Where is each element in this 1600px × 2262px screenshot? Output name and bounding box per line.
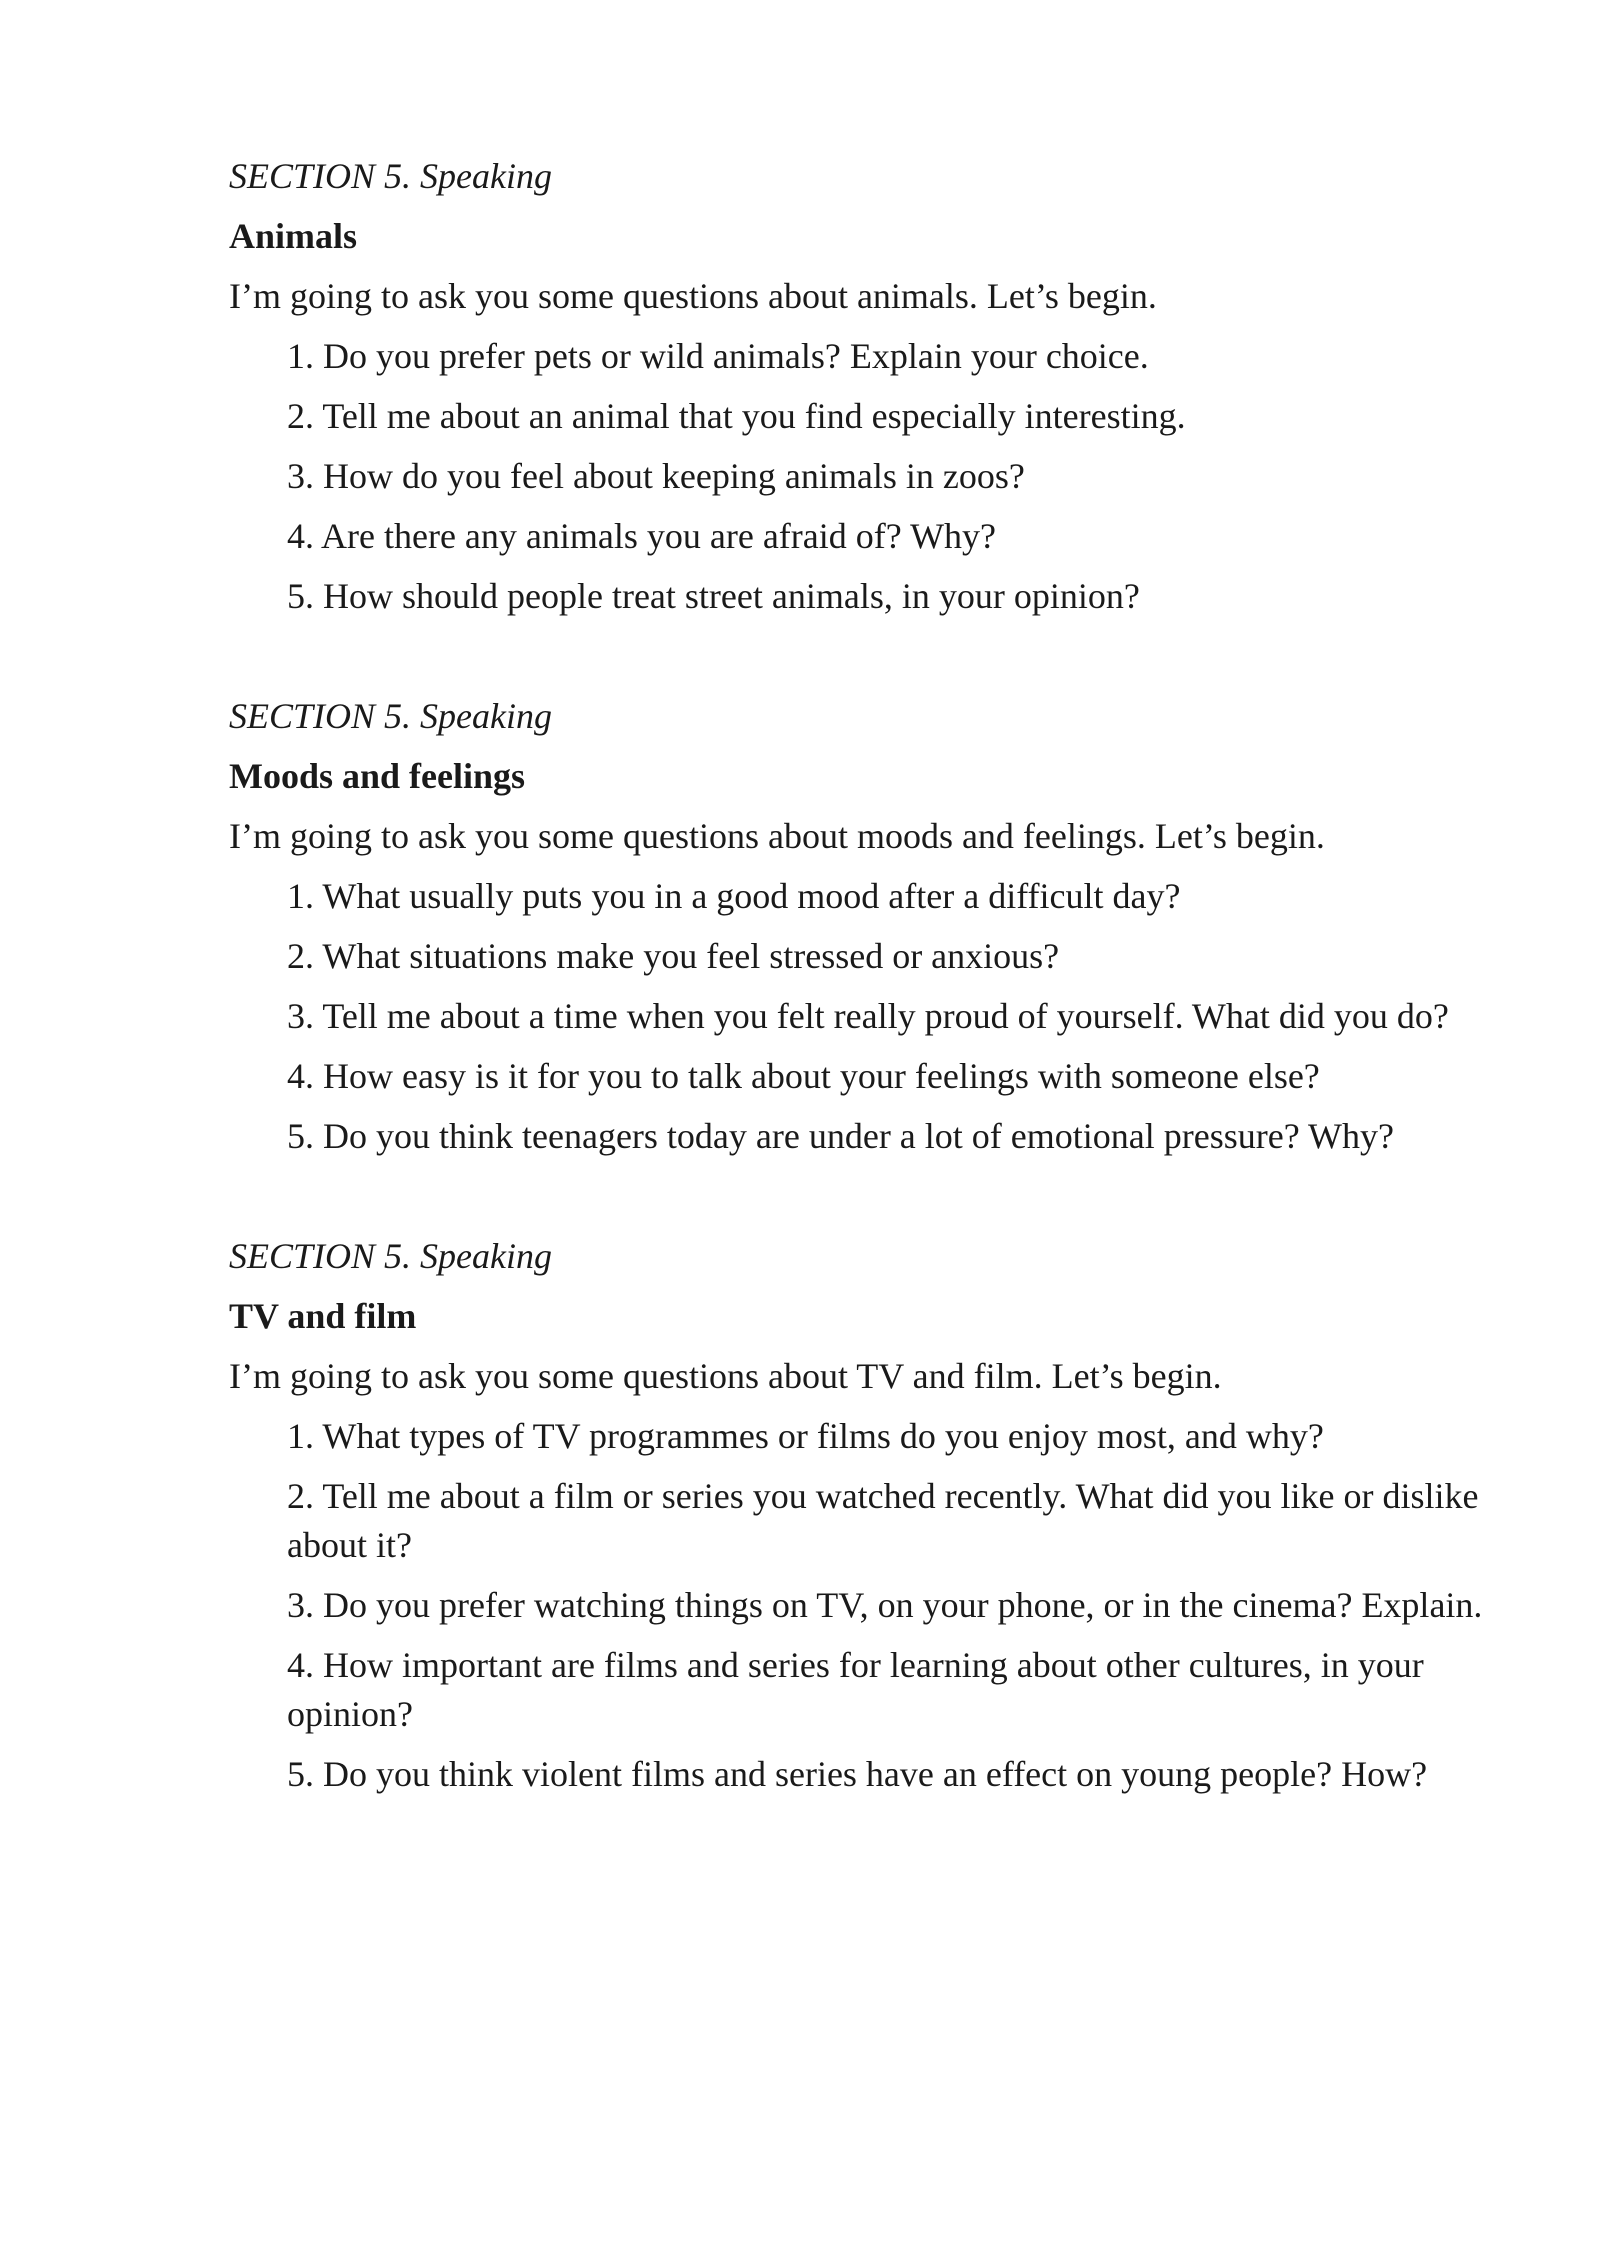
section-label: SECTION 5. Speaking	[229, 156, 552, 196]
question-item: 4. How easy is it for you to talk about your feelings with someone else?	[287, 1056, 1320, 1096]
section-title: TV and film	[229, 1296, 417, 1336]
section-title: Moods and feelings	[229, 756, 526, 796]
question-list	[229, 866, 1489, 1166]
question-item: 3. Do you prefer watching things on TV, on your phone, or in the cinema? Explain.	[287, 1585, 1483, 1625]
question-item: 1. What usually puts you in a good mood after a difficult day?	[287, 876, 1181, 916]
question-list	[229, 326, 1489, 626]
question-item: 1. What types of TV programmes or films do you enjoy most, and why?	[287, 1416, 1324, 1456]
section-intro: I’m going to ask you some questions about TV and film. Let’s begin.	[229, 1356, 1222, 1396]
question-item: 2. Tell me about a film or series you watched recently. What did you like or dislike about it?	[287, 1476, 1479, 1565]
question-list	[229, 1406, 1489, 1804]
document-content	[229, 146, 1489, 1864]
question-item: 1. Do you prefer pets or wild animals? Explain your choice.	[287, 336, 1149, 376]
question-item: 5. How should people treat street animals, in your opinion?	[287, 576, 1140, 616]
section-label: SECTION 5. Speaking	[229, 696, 552, 736]
section-animals	[229, 146, 1489, 626]
question-item: 5. Do you think violent films and series have an effect on young people? How?	[287, 1754, 1428, 1794]
section-tv-and-film	[229, 1226, 1489, 1804]
section-intro: I’m going to ask you some questions about animals. Let’s begin.	[229, 276, 1157, 316]
question-item: 3. How do you feel about keeping animals in zoos?	[287, 456, 1025, 496]
question-item: 4. Are there any animals you are afraid of? Why?	[287, 516, 997, 556]
section-title: Animals	[229, 216, 358, 256]
section-intro: I’m going to ask you some questions about moods and feelings. Let’s begin.	[229, 816, 1325, 856]
question-item: 2. What situations make you feel stressed or anxious?	[287, 936, 1060, 976]
question-item: 5. Do you think teenagers today are under a lot of emotional pressure? Why?	[287, 1116, 1394, 1156]
question-item: 4. How important are films and series for learning about other cultures, in your opinion?	[287, 1645, 1424, 1734]
section-label: SECTION 5. Speaking	[229, 1236, 552, 1276]
question-item: 3. Tell me about a time when you felt really proud of yourself. What did you do?	[287, 996, 1449, 1036]
section-moods-and-feelings	[229, 686, 1489, 1166]
question-item: 2. Tell me about an animal that you find especially interesting.	[287, 396, 1186, 436]
